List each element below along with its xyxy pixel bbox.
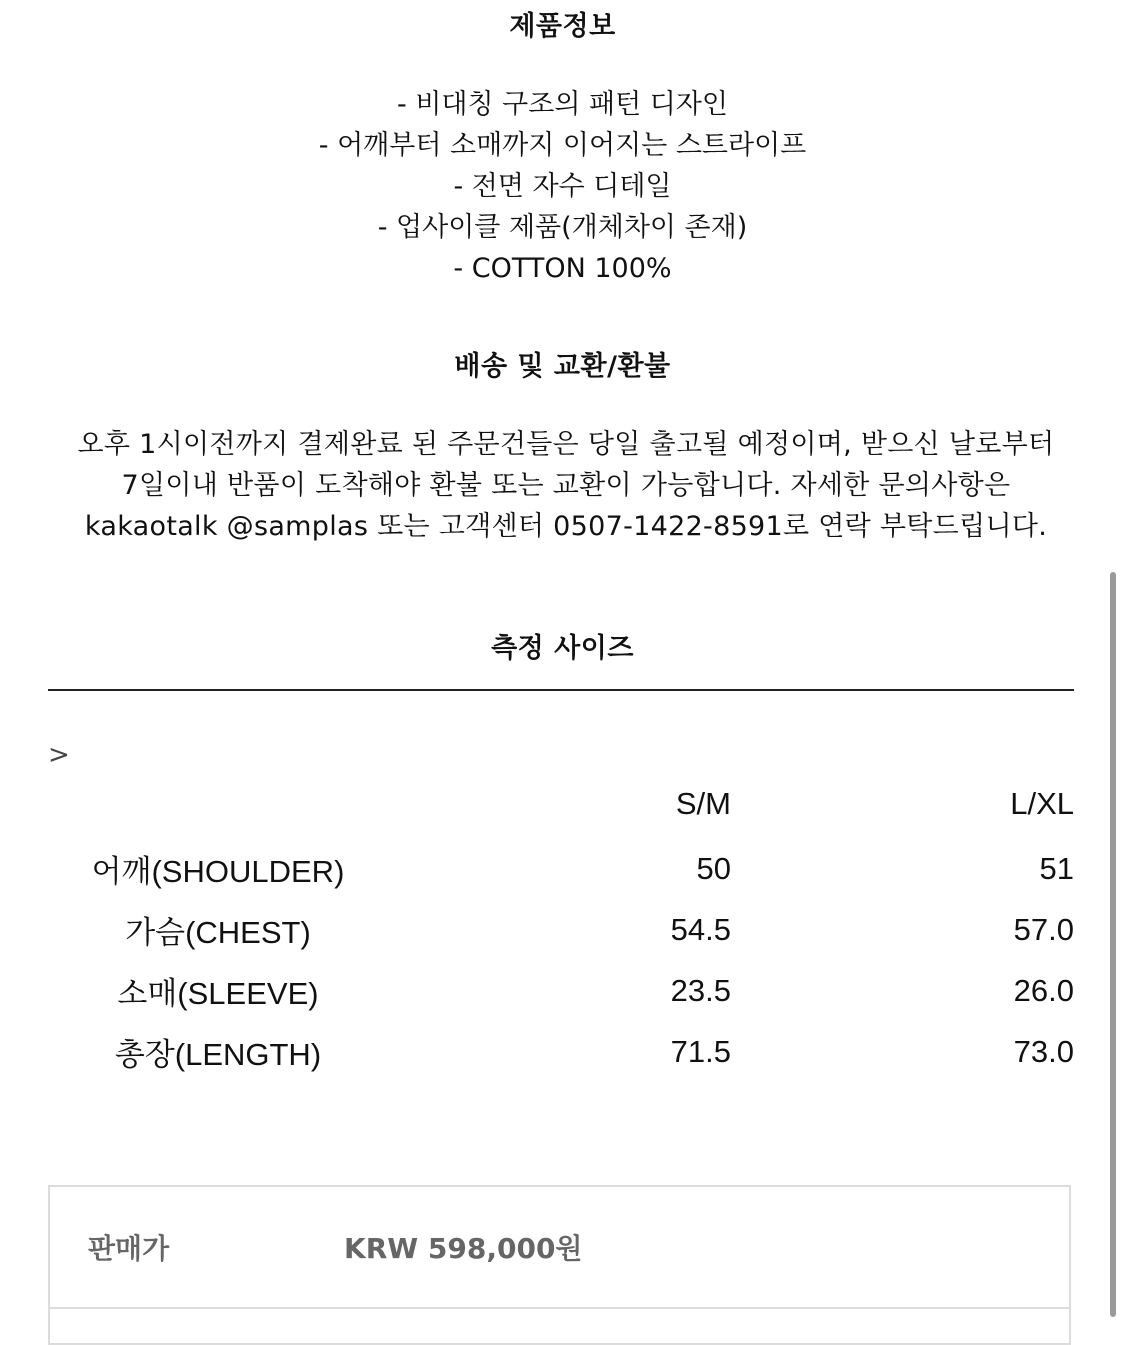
product-info-item: - 비대칭 구조의 패턴 디자인: [397, 89, 728, 120]
size-value-sm: 54.5: [670, 911, 731, 947]
shipping-line: 7일이내 반품이 도착해야 환불 또는 교환이 가능합니다. 자세한 문의사항은: [121, 470, 1011, 501]
product-info-title: 제품정보: [509, 11, 616, 42]
size-value-lxl: 57.0: [1013, 911, 1074, 947]
size-measure-label: 가슴(CHEST): [125, 915, 311, 950]
size-table-header-blank: [48, 780, 388, 838]
size-value-sm: 50: [696, 850, 731, 886]
size-table: [48, 780, 1074, 1082]
size-measure-label: 어깨(SHOULDER): [91, 854, 345, 889]
price-label: 판매가: [88, 1232, 170, 1265]
shipping-title: 배송 및 교환/환불: [454, 351, 671, 382]
product-info-item: - 전면 자수 디테일: [453, 171, 672, 202]
size-value-lxl: 73.0: [1013, 1033, 1074, 1069]
size-value-lxl: 51: [1039, 850, 1074, 886]
size-measure-label: 소매(SLEEVE): [117, 976, 319, 1011]
product-info-item: - 어깨부터 소매까지 이어지는 스트라이프: [318, 130, 807, 161]
product-info-item: - 업사이클 제품(개체차이 존재): [377, 212, 748, 243]
expand-toggle-icon[interactable]: >: [48, 740, 70, 770]
size-table-header-lxl: L/XL: [1010, 786, 1074, 821]
size-section-title: 측정 사이즈: [491, 633, 634, 664]
table-row: [48, 838, 1074, 899]
vertical-scrollbar[interactable]: [1110, 572, 1116, 1317]
table-row: [48, 960, 1074, 1021]
table-row: [48, 1021, 1074, 1082]
size-value-lxl: 26.0: [1013, 972, 1074, 1008]
price-box: [48, 1185, 1071, 1345]
shipping-line: 오후 1시이전까지 결제완료 된 주문건들은 당일 출고될 예정이며, 받으신 날로부터: [77, 429, 1055, 460]
size-table-header-row: [48, 780, 1074, 838]
size-value-sm: 71.5: [670, 1033, 731, 1069]
size-value-sm: 23.5: [670, 972, 731, 1008]
table-row: [48, 899, 1074, 960]
price-box-divider: [50, 1307, 1069, 1309]
price-value: KRW 598,000원: [344, 1232, 583, 1265]
shipping-description: [46, 424, 1086, 547]
size-table-header-sm: S/M: [675, 786, 731, 821]
product-info-item: - COTTON 100%: [453, 253, 672, 284]
product-info-list: [0, 84, 1125, 289]
section-divider: [48, 689, 1074, 691]
size-measure-label: 총장(LENGTH): [114, 1037, 322, 1072]
shipping-line: kakaotalk @samplas 또는 고객센터 0507-1422-8591로 연락 부탁드립니다.: [84, 511, 1048, 542]
